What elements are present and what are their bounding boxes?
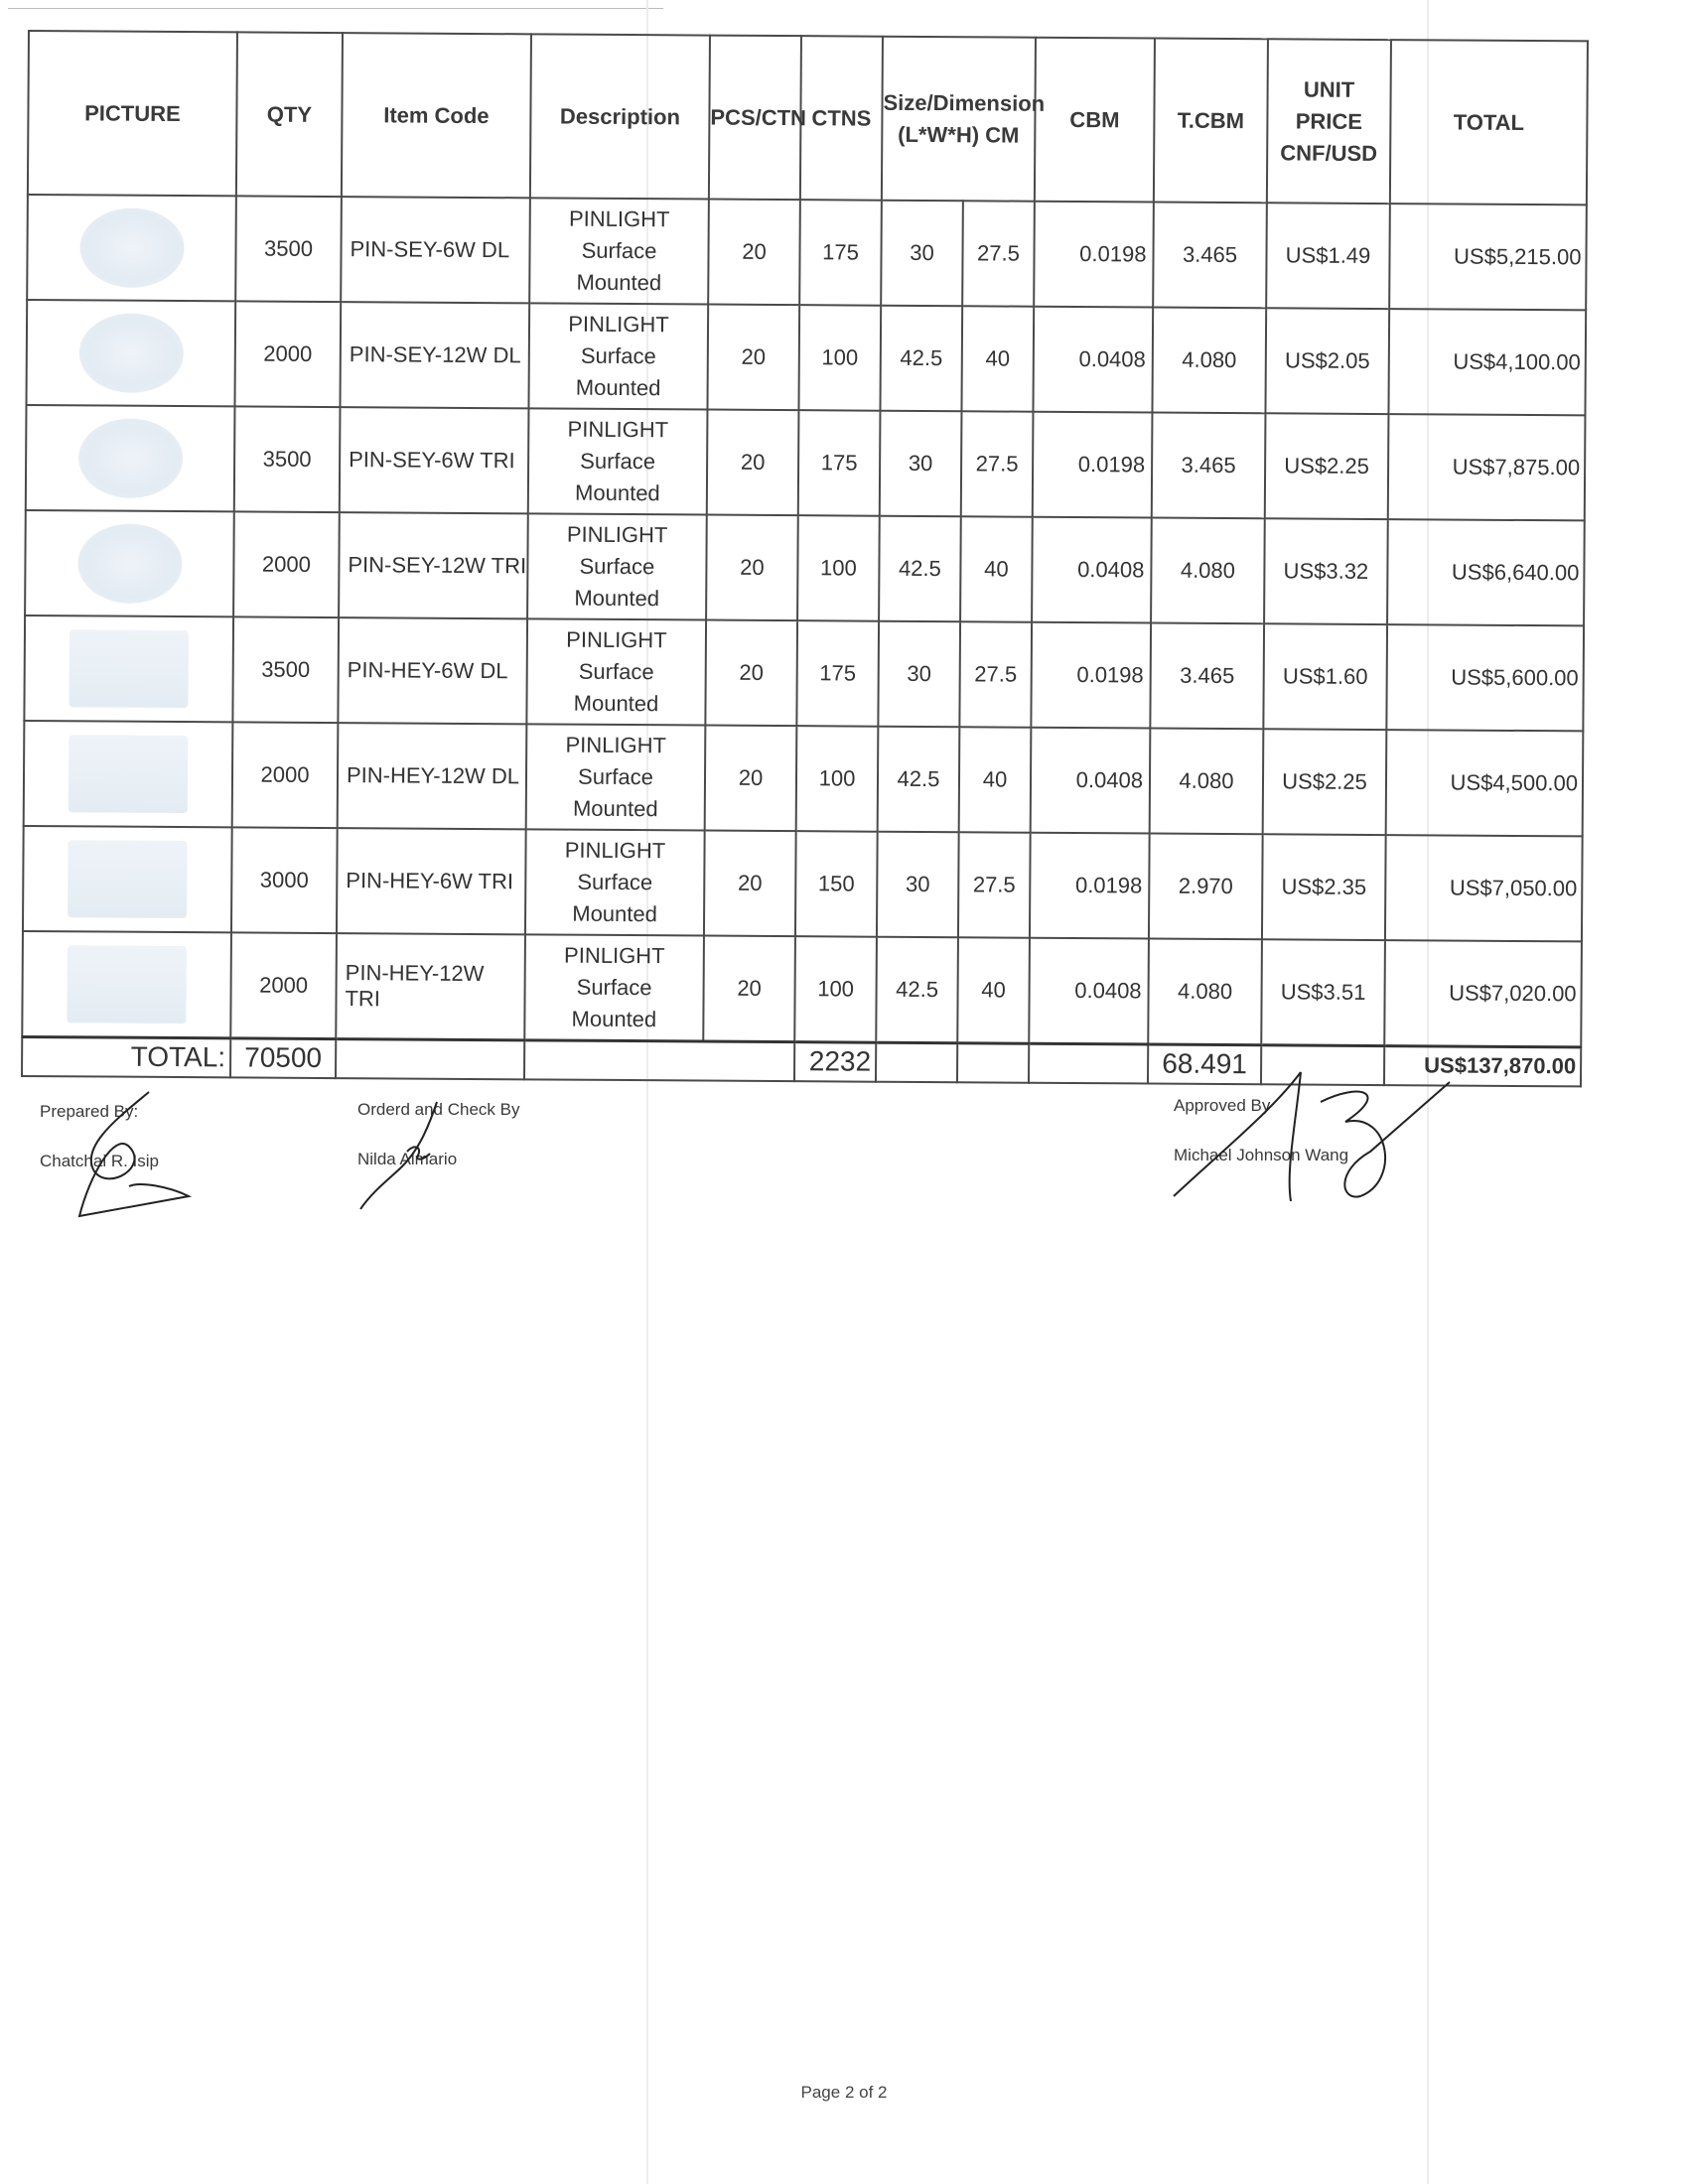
total-qty: 70500: [230, 1037, 336, 1078]
cell-width: 27.5: [959, 621, 1032, 727]
cell-unit-price: US$2.05: [1265, 308, 1389, 414]
cell-description: [526, 724, 706, 830]
cell-unit-price: US$3.32: [1264, 518, 1388, 624]
cell-pcs-ctn: 20: [708, 200, 800, 306]
description-line: Mounted: [572, 795, 658, 822]
table-header-row: [28, 31, 1588, 205]
table-row: [26, 405, 1586, 520]
cell-qty: 3500: [234, 406, 341, 512]
product-picture: [25, 510, 234, 616]
cell-item-code: PIN-HEY-6W TRI: [337, 828, 526, 934]
header-size: Size/Dimension (L*W*H) CM: [882, 37, 1036, 202]
cell-unit-price: US$1.49: [1266, 203, 1390, 309]
cell-total: US$4,500.00: [1386, 730, 1584, 836]
cell-item-code: PIN-HEY-6W DL: [338, 617, 527, 724]
cell-total: US$5,215.00: [1389, 204, 1587, 310]
table-row: [22, 931, 1582, 1046]
total-label: TOTAL:: [22, 1036, 230, 1077]
header-picture: PICTURE: [28, 31, 237, 196]
cell-tcbm: 2.970: [1149, 834, 1263, 940]
checked-by-label: Orderd and Check By: [357, 1100, 520, 1119]
product-picture: [23, 826, 232, 932]
cell-description: [528, 408, 708, 514]
product-picture: [24, 615, 233, 722]
cell-cbm: 0.0408: [1029, 938, 1149, 1044]
description-line: PINLIGHT: [567, 416, 669, 443]
cell-width: 27.5: [958, 832, 1031, 937]
description-line: PINLIGHT: [568, 311, 669, 338]
cell-length: 30: [877, 832, 959, 938]
cell-unit-price: US$2.25: [1265, 413, 1389, 519]
header-pcs-ctn: PCS/CTN: [709, 36, 801, 201]
cell-cbm: 0.0198: [1030, 833, 1150, 939]
cell-tcbm: 4.080: [1150, 729, 1264, 835]
total-empty: [1029, 1043, 1148, 1084]
checked-by-name: Nilda Almario: [357, 1150, 458, 1168]
cell-tcbm: 4.080: [1152, 308, 1266, 414]
cell-qty: 3500: [232, 616, 339, 723]
description-line: PINLIGHT: [564, 942, 665, 969]
cell-total: US$4,100.00: [1388, 309, 1586, 415]
cell-cbm: 0.0198: [1031, 622, 1151, 729]
cell-tcbm: 4.080: [1148, 939, 1262, 1045]
product-image: [77, 418, 183, 498]
approved-by-signature: [1162, 1062, 1460, 1211]
description-line: Surface: [580, 448, 656, 475]
cell-item-code: PIN-SEY-12W TRI: [339, 512, 528, 618]
product-image: [67, 945, 187, 1024]
cell-total: US$7,875.00: [1388, 414, 1586, 520]
description-line: Mounted: [576, 269, 662, 296]
table-row: [24, 615, 1584, 731]
description-line: Surface: [578, 763, 654, 790]
cell-description: [524, 934, 704, 1040]
cell-item-code: PIN-HEY-12W TRI: [336, 933, 525, 1039]
header-unit-price: UNIT PRICE CNF/USD: [1267, 39, 1391, 204]
prepared-by-signature: [60, 1087, 209, 1226]
product-picture: [22, 931, 231, 1037]
cell-item-code: PIN-SEY-12W DL: [340, 302, 529, 408]
cell-cbm: 0.0408: [1031, 728, 1151, 834]
description-line: Mounted: [574, 585, 660, 612]
cell-length: 30: [878, 621, 960, 728]
cell-length: 30: [881, 201, 963, 307]
total-empty: [336, 1038, 524, 1079]
cell-total: US$5,600.00: [1386, 624, 1584, 731]
total-ctns: 2232: [794, 1041, 876, 1082]
cell-qty: 2000: [232, 722, 339, 828]
description-line: PINLIGHT: [564, 837, 666, 864]
description-line: Mounted: [573, 690, 659, 717]
description-line: Mounted: [572, 900, 658, 927]
description-line: Surface: [578, 658, 654, 685]
cell-pcs-ctn: 20: [707, 305, 799, 411]
cell-unit-price: US$2.35: [1262, 834, 1386, 940]
cell-pcs-ctn: 20: [703, 936, 795, 1042]
cell-ctns: 100: [797, 515, 880, 621]
product-image: [79, 207, 185, 288]
cell-length: 42.5: [876, 937, 958, 1043]
cell-ctns: 100: [796, 726, 879, 832]
cell-description: [529, 198, 709, 304]
description-line: PINLIGHT: [566, 626, 667, 653]
cell-unit-price: US$1.60: [1263, 623, 1387, 730]
cell-qty: 3500: [235, 196, 342, 302]
table-row: [23, 826, 1583, 941]
header-total: TOTAL: [1390, 40, 1588, 205]
invoice-table: [21, 30, 1589, 1087]
cell-qty: 2000: [234, 301, 341, 407]
description-line: PINLIGHT: [565, 732, 667, 758]
cell-ctns: 175: [796, 620, 879, 727]
description-line: Mounted: [575, 374, 661, 401]
product-image: [78, 313, 184, 393]
cell-description: [527, 513, 707, 619]
cell-length: 30: [880, 411, 962, 517]
description-line: Mounted: [571, 1006, 657, 1031]
cell-description: [526, 618, 706, 725]
total-empty: [876, 1042, 957, 1083]
header-description: Description: [530, 34, 710, 199]
description-line: Surface: [576, 974, 652, 1000]
cell-width: 40: [959, 727, 1032, 832]
cell-tcbm: 3.465: [1150, 623, 1264, 730]
top-rule: [8, 8, 663, 9]
cell-total: US$7,050.00: [1385, 835, 1583, 941]
description-line: PINLIGHT: [568, 205, 670, 232]
header-cbm: CBM: [1035, 38, 1155, 203]
description-line: Surface: [581, 237, 657, 264]
cell-ctns: 175: [799, 200, 882, 306]
cell-length: 42.5: [880, 306, 962, 412]
cell-tcbm: 3.465: [1153, 203, 1267, 309]
product-image: [68, 840, 188, 918]
cell-cbm: 0.0198: [1033, 412, 1153, 518]
product-image: [69, 735, 189, 813]
description-line: Surface: [579, 553, 655, 580]
total-empty: [524, 1039, 794, 1081]
cell-pcs-ctn: 20: [705, 726, 797, 832]
header-qty: QTY: [236, 32, 343, 197]
cell-item-code: PIN-HEY-12W DL: [338, 723, 527, 829]
approved-by-name: Michael Johnson Wang: [1174, 1146, 1349, 1164]
table-row: [24, 721, 1584, 836]
table-row: [26, 300, 1586, 415]
cell-length: 42.5: [879, 516, 961, 622]
prepared-by-label: Prepared By:: [40, 1102, 139, 1121]
cell-pcs-ctn: 20: [705, 620, 797, 727]
cell-unit-price: US$3.51: [1261, 939, 1385, 1045]
cell-total: US$7,020.00: [1384, 940, 1582, 1046]
description-line: Surface: [577, 869, 653, 895]
cell-ctns: 100: [798, 305, 881, 411]
product-picture: [26, 405, 235, 511]
cell-width: 27.5: [961, 411, 1034, 516]
header-ctns: CTNS: [800, 36, 883, 201]
cell-pcs-ctn: 20: [707, 410, 799, 516]
cell-pcs-ctn: 20: [706, 515, 798, 621]
cell-ctns: 150: [795, 831, 878, 937]
cell-width: 40: [957, 937, 1030, 1042]
cell-ctns: 175: [798, 410, 881, 516]
cell-cbm: 0.0198: [1034, 202, 1154, 308]
description-line: PINLIGHT: [566, 521, 668, 548]
product-image: [77, 523, 183, 604]
cell-item-code: PIN-SEY-6W DL: [341, 197, 530, 303]
cell-cbm: 0.0408: [1032, 517, 1152, 623]
checked-by-signature: [352, 1092, 462, 1211]
cell-ctns: 100: [794, 936, 877, 1042]
table-row: [25, 510, 1585, 625]
product-image: [69, 629, 189, 708]
cell-width: 27.5: [962, 201, 1035, 306]
cell-description: [525, 829, 705, 935]
cell-item-code: PIN-SEY-6W TRI: [340, 407, 529, 513]
approved-by-label: Approved By: [1174, 1096, 1271, 1115]
product-picture: [24, 721, 233, 827]
cell-length: 42.5: [878, 727, 960, 833]
description-line: Surface: [580, 342, 656, 369]
cell-qty: 2000: [230, 932, 337, 1038]
table-row: [27, 195, 1587, 310]
cell-cbm: 0.0408: [1033, 307, 1153, 413]
cell-width: 40: [961, 306, 1034, 411]
header-tcbm: T.CBM: [1154, 39, 1268, 204]
cell-qty: 3000: [231, 827, 338, 933]
cell-unit-price: US$2.25: [1263, 729, 1387, 835]
cell-tcbm: 3.465: [1152, 413, 1266, 519]
description-line: Mounted: [575, 479, 660, 506]
cell-description: [528, 303, 708, 409]
page-number: Page 2 of 2: [800, 2083, 888, 2102]
grand-total: US$137,870.00: [1384, 1045, 1581, 1086]
cell-tcbm: 4.080: [1151, 518, 1265, 624]
cell-width: 40: [960, 516, 1033, 621]
cell-total: US$6,640.00: [1387, 519, 1585, 625]
header-item-code: Item Code: [342, 33, 531, 198]
total-tcbm: 68.491: [1148, 1044, 1261, 1085]
cell-qty: 2000: [233, 511, 340, 617]
prepared-by-name: Chatchai R. Isip: [40, 1152, 159, 1170]
product-picture: [27, 195, 236, 301]
cell-pcs-ctn: 20: [704, 831, 796, 937]
total-empty: [957, 1042, 1029, 1082]
product-picture: [26, 300, 235, 406]
